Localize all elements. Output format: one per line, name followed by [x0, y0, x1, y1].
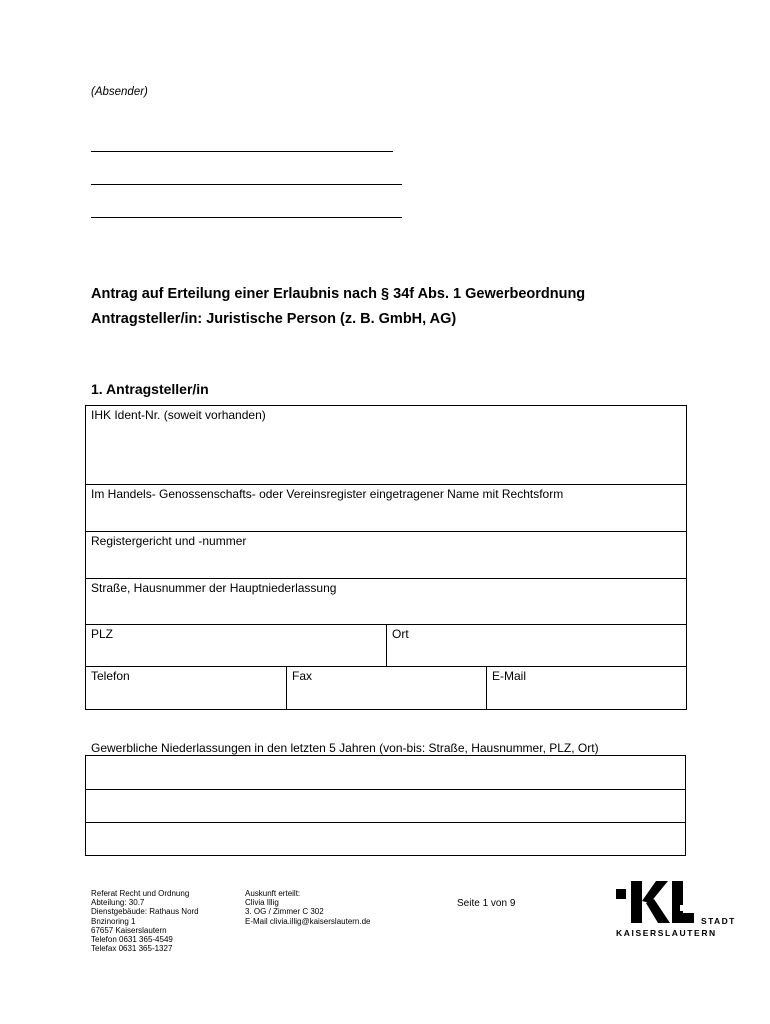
branches-table — [85, 755, 686, 856]
register-court-label: Registergericht und -nummer — [91, 534, 247, 548]
ihk-ident-label: IHK Ident-Nr. (soweit vorhanden) — [91, 408, 266, 422]
branch-row-1[interactable] — [86, 756, 686, 790]
footer-department-line: 67657 Kaiserslautern — [91, 925, 167, 935]
footer-contact-line: Clivia Illig — [245, 898, 279, 908]
footer-department-line: Bnzinoring 1 — [91, 916, 136, 926]
zip-label: PLZ — [91, 627, 114, 641]
fax-field[interactable] — [287, 667, 487, 710]
fax-label: Fax — [292, 669, 313, 683]
footer-contact-line: Auskunft erteilt: — [245, 889, 301, 898]
sender-label: (Absender) — [91, 86, 148, 98]
footer-contact — [245, 889, 371, 926]
footer-department — [91, 889, 199, 953]
street-field[interactable] — [86, 579, 687, 625]
footer-contact-line: E-Mail clivia.illig@kaiserslautern.de — [245, 916, 371, 926]
register-name-label: Im Handels- Genossenschafts- oder Vereinsregister eingetragener Name mit Rechtsform — [91, 487, 564, 501]
sender-line-2[interactable] — [91, 184, 402, 185]
footer-department-line: Telefon 0631 365-4549 — [91, 935, 173, 945]
email-label: E-Mail — [492, 669, 527, 683]
page-number: Seite 1 von 9 — [457, 898, 516, 909]
register-court-field[interactable] — [86, 532, 687, 579]
footer-department-line: Referat Recht und Ordnung — [91, 889, 190, 898]
logo-stadt-text: STADT — [701, 916, 736, 926]
branch-row-2[interactable] — [86, 790, 686, 823]
city-field[interactable] — [387, 625, 687, 667]
kaiserslautern-logo — [616, 881, 736, 941]
footer-contact-line: 3. OG / Zimmer C 302 — [245, 907, 324, 917]
branch-row-3[interactable] — [86, 823, 686, 856]
city-label: Ort — [392, 627, 409, 641]
footer-department-line: Telefax 0631 365-1327 — [91, 944, 173, 954]
email-field[interactable] — [487, 667, 687, 710]
register-name-field[interactable] — [86, 485, 687, 532]
ihk-ident-field[interactable] — [86, 406, 687, 485]
phone-field[interactable] — [86, 667, 287, 710]
footer-department-line: Abteilung: 30.7 — [91, 898, 145, 908]
phone-label: Telefon — [91, 669, 130, 683]
street-label: Straße, Hausnummer der Hauptniederlassung — [91, 581, 337, 595]
sender-line-3[interactable] — [91, 217, 402, 218]
logo-city-text: KAISERSLAUTERN — [616, 928, 717, 938]
footer-department-line: Dienstgebäude: Rathaus Nord — [91, 907, 199, 917]
zip-field[interactable] — [86, 625, 387, 667]
branches-label: Gewerbliche Niederlassungen in den letzten 5 Jahren (von-bis: Straße, Hausnummer, PLZ, Ort) — [91, 741, 599, 755]
form-title: Antrag auf Erteilung einer Erlaubnis nach § 34f Abs. 1 Gewerbeordnung — [91, 286, 586, 302]
sender-line-1[interactable] — [91, 151, 393, 152]
form-subtitle: Antragsteller/in: Juristische Person (z. B. GmbH, AG) — [91, 311, 457, 327]
section-heading-applicant: 1. Antragsteller/in — [91, 381, 209, 397]
applicant-table — [85, 405, 687, 710]
